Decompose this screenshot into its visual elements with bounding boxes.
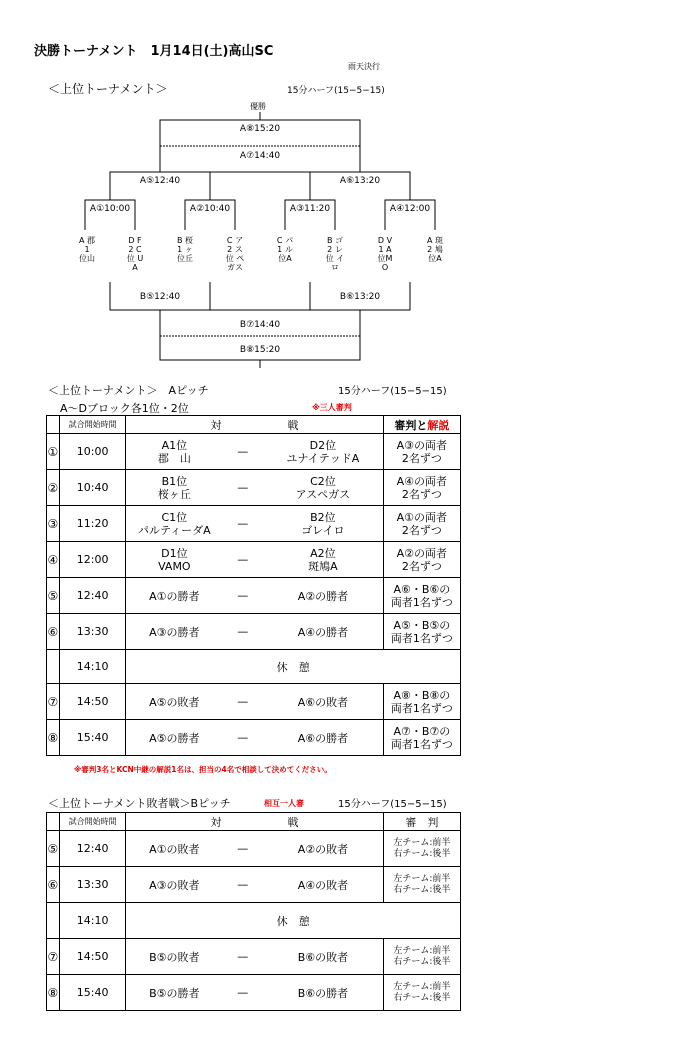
schedule-table-a [46, 415, 461, 756]
table-header: 試合開始時間 対 戦 審 判 [47, 813, 461, 831]
q1-label: A①10:00 [89, 204, 131, 214]
team-slot-5: C パ 1 ル 位A [276, 236, 294, 263]
team-slot-2: D F 2 C 位 U A [126, 236, 144, 272]
semi-right-label: A⑥13:20 [339, 176, 381, 186]
table-row: ⑦ 14:50 B⑤の敗者 — B⑥の敗者 左チーム:前半 右チーム:後半 [47, 939, 461, 975]
table-row: ⑥ 13:30 A③の勝者 — A④の勝者 A⑤・B⑤の 両者1名ずつ [47, 614, 461, 650]
table-row: ⑥ 13:30 A③の敗者 — A④の敗者 左チーム:前半 右チーム:後半 [47, 867, 461, 903]
section-b-format: 15分ハーフ(15−5−15) [338, 799, 447, 810]
header-time: 試合開始時間 [59, 416, 125, 434]
bracket-format: 15分ハーフ(15−5−15) [287, 86, 385, 96]
bracket-diagram [0, 0, 681, 380]
table-row: ⑦ 14:50 A⑤の敗者 — A⑥の敗者 A⑧・B⑧の 両者1名ずつ [47, 684, 461, 720]
table-row: ⑧ 15:40 B⑤の勝者 — B⑥の勝者 左チーム:前半 右チーム:後半 [47, 975, 461, 1011]
winner-label: 優勝 [250, 102, 266, 111]
section-a-title: ＜上位トーナメント＞ Aピッチ [48, 384, 209, 397]
q4-label: A④12:00 [389, 204, 431, 214]
table-row: ⑤ 12:40 A①の勝者 — A②の勝者 A⑥・B⑥の 両者1名ずつ [47, 578, 461, 614]
header-ref: 審判と解説 [383, 416, 460, 434]
break-row: 14:10 休 憩 [47, 650, 461, 684]
section-a-subtitle: A〜Dブロック各1位・2位 [60, 402, 189, 415]
q2-label: A②10:40 [189, 204, 231, 214]
team-slot-7: D V 1 A 位M O [377, 236, 393, 272]
team-slot-8: A 斑 2 鳩 位A [426, 236, 444, 263]
bracket-title: ＜上位トーナメント＞ [48, 82, 168, 96]
header-blank [47, 416, 60, 434]
b-third-label: B⑦14:40 [239, 320, 281, 330]
q3-label: A③11:20 [289, 204, 331, 214]
section-a-red-note: ※三人審判 [312, 403, 352, 412]
team-slot-6: B ゴ 2 レ 位 イ ロ [325, 236, 345, 272]
schedule-table-b [46, 812, 461, 1011]
team-slot-3: B 桜 1 ヶ 位丘 [176, 236, 194, 263]
third-a-label: A⑦14:40 [239, 151, 281, 161]
b-semi-right-label: B⑥13:20 [339, 292, 381, 302]
section-b-red-note: 相互一人審 [264, 799, 304, 808]
semi-left-label: A⑤12:40 [139, 176, 181, 186]
section-a-format: 15分ハーフ(15−5−15) [338, 386, 447, 397]
header-match: 対 戦 [126, 416, 383, 434]
b-final-label: B⑧15:20 [239, 345, 281, 355]
break-row: 14:10 休 憩 [47, 903, 461, 939]
table-row: ① 10:00 A1位 郡 山 — D2位 ユナイテッドA A③の両者 2名ずつ [47, 434, 461, 470]
section-b-title: ＜上位トーナメント敗者戦＞Bピッチ [48, 797, 231, 810]
rain-note: 雨天決行 [348, 62, 380, 71]
page-title: 決勝トーナメント 1月14日(土)高山SC [34, 44, 274, 59]
table-row: ⑤ 12:40 A①の敗者 — A②の敗者 左チーム:前半 右チーム:後半 [47, 831, 461, 867]
table-header [47, 416, 461, 434]
table-row: ④ 12:00 D1位 VAMO — A2位 斑鳩A A②の両者 2名ずつ [47, 542, 461, 578]
final-a-label: A⑧15:20 [239, 124, 281, 134]
table-row: ⑧ 15:40 A⑤の勝者 — A⑥の勝者 A⑦・B⑦の 両者1名ずつ [47, 720, 461, 756]
team-slot-1: A 郡 1 位山 [78, 236, 96, 263]
footnote: ※審判3名とKCN中継の解説1名は、担当の4名で相談して決めてください。 [74, 765, 332, 774]
table-row: ③ 11:20 C1位 パルティーダA — B2位 ゴレイロ A①の両者 2名ずつ [47, 506, 461, 542]
table-row: ② 10:40 B1位 桜ヶ丘 — C2位 アスペガス A④の両者 2名ずつ [47, 470, 461, 506]
b-semi-left-label: B⑤12:40 [139, 292, 181, 302]
team-slot-4: C ア 2 ス 位 ペ ガス [225, 236, 245, 272]
